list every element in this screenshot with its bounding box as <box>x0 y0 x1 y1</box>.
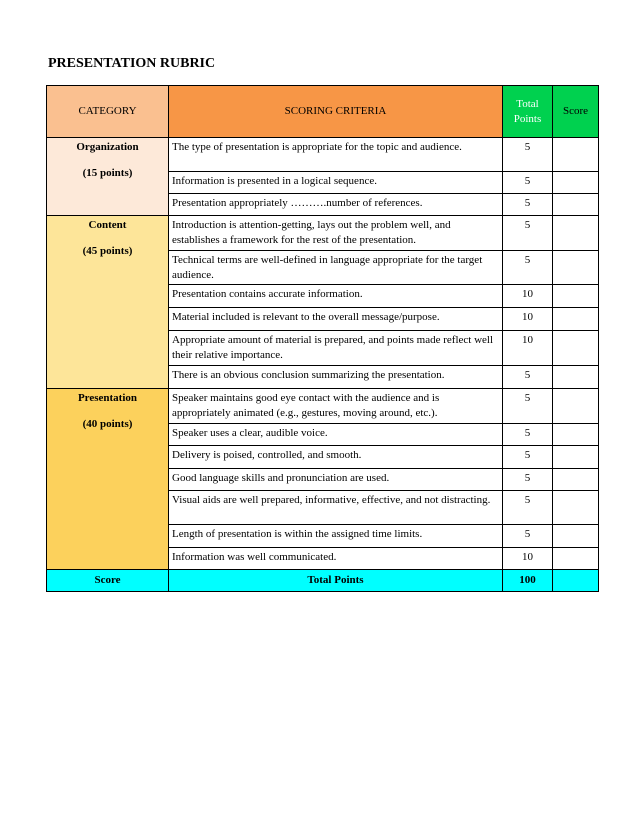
category-points: (15 points) <box>82 167 133 180</box>
points-cell: 5 <box>503 138 553 172</box>
criterion-cell: Information is presented in a logical sequence. <box>169 172 503 194</box>
criterion-cell: Visual aids are well prepared, informative, effective, and not distracting. <box>169 490 503 524</box>
rubric-table <box>46 85 599 592</box>
points-cell: 10 <box>503 547 553 569</box>
score-cell[interactable] <box>553 285 599 308</box>
score-cell[interactable] <box>553 468 599 490</box>
points-cell: 10 <box>503 308 553 331</box>
score-cell[interactable] <box>553 138 599 172</box>
table-header-row <box>47 86 599 138</box>
category-points: (40 points) <box>82 418 133 431</box>
category-cell-presentation <box>47 389 169 570</box>
points-cell: 5 <box>503 423 553 445</box>
criterion-cell: Good language skills and pronunciation are used. <box>169 468 503 490</box>
category-name: Organization <box>76 141 139 153</box>
score-cell[interactable] <box>553 216 599 251</box>
rubric-body <box>47 138 599 570</box>
criterion-cell: Speaker uses a clear, audible voice. <box>169 423 503 445</box>
score-cell[interactable] <box>553 308 599 331</box>
criterion-cell: Technical terms are well-defined in language appropriate for the target audience. <box>169 250 503 285</box>
page-title: PRESENTATION RUBRIC <box>48 56 216 71</box>
category-cell-organization <box>47 138 169 216</box>
criterion-cell: Speaker maintains good eye contact with the audience and is appropriately animated (e.g., gestures, moving around, etc.). <box>169 389 503 424</box>
header-score: Score <box>553 86 599 138</box>
points-cell: 5 <box>503 194 553 216</box>
criterion-cell: There is an obvious conclusion summarizing the presentation. <box>169 366 503 389</box>
table-row <box>47 389 599 424</box>
points-cell: 10 <box>503 331 553 366</box>
criterion-cell: Presentation contains accurate information. <box>169 285 503 308</box>
score-cell[interactable] <box>553 389 599 424</box>
points-cell: 5 <box>503 468 553 490</box>
score-cell[interactable] <box>553 524 599 547</box>
score-cell[interactable] <box>553 490 599 524</box>
category-name: Presentation <box>77 392 138 405</box>
criterion-cell: Length of presentation is within the assigned time limits. <box>169 524 503 547</box>
score-cell[interactable] <box>553 445 599 468</box>
score-cell[interactable] <box>553 423 599 445</box>
points-cell: 5 <box>503 389 553 424</box>
criterion-cell: Appropriate amount of material is prepared, and points made reflect well their relative importance. <box>169 331 503 366</box>
category-cell-content <box>47 216 169 389</box>
table-footer-row <box>47 569 599 591</box>
header-scoring-criteria: SCORING CRITERIA <box>169 86 503 138</box>
category-name: Content <box>88 219 127 231</box>
footer-total-points-value: 100 <box>503 569 553 591</box>
points-cell: 5 <box>503 172 553 194</box>
criterion-cell: Material included is relevant to the overall message/purpose. <box>169 308 503 331</box>
score-cell[interactable] <box>553 194 599 216</box>
header-category: CATEGORY <box>47 86 169 138</box>
score-cell[interactable] <box>553 250 599 285</box>
points-cell: 5 <box>503 250 553 285</box>
table-row <box>47 138 599 172</box>
criterion-cell: Information was well communicated. <box>169 547 503 569</box>
footer-score-cell[interactable] <box>553 569 599 591</box>
score-cell[interactable] <box>553 172 599 194</box>
criterion-cell: The type of presentation is appropriate for the topic and audience. <box>169 138 503 172</box>
points-cell: 10 <box>503 285 553 308</box>
criterion-cell: Presentation appropriately ……….number of references. <box>169 194 503 216</box>
points-cell: 5 <box>503 366 553 389</box>
footer-score-label: Score <box>47 569 169 591</box>
score-cell[interactable] <box>553 331 599 366</box>
points-cell: 5 <box>503 216 553 251</box>
criterion-cell: Introduction is attention-getting, lays out the problem well, and establishes a framework for the rest of the presentation. <box>169 216 503 251</box>
points-cell: 5 <box>503 490 553 524</box>
footer-total-points-label: Total Points <box>169 569 503 591</box>
criterion-cell: Delivery is poised, controlled, and smooth. <box>169 445 503 468</box>
score-cell[interactable] <box>553 366 599 389</box>
category-points: (45 points) <box>82 245 133 258</box>
table-row <box>47 216 599 251</box>
points-cell: 5 <box>503 445 553 468</box>
points-cell: 5 <box>503 524 553 547</box>
header-total-points: Total Points <box>503 86 553 138</box>
score-cell[interactable] <box>553 547 599 569</box>
